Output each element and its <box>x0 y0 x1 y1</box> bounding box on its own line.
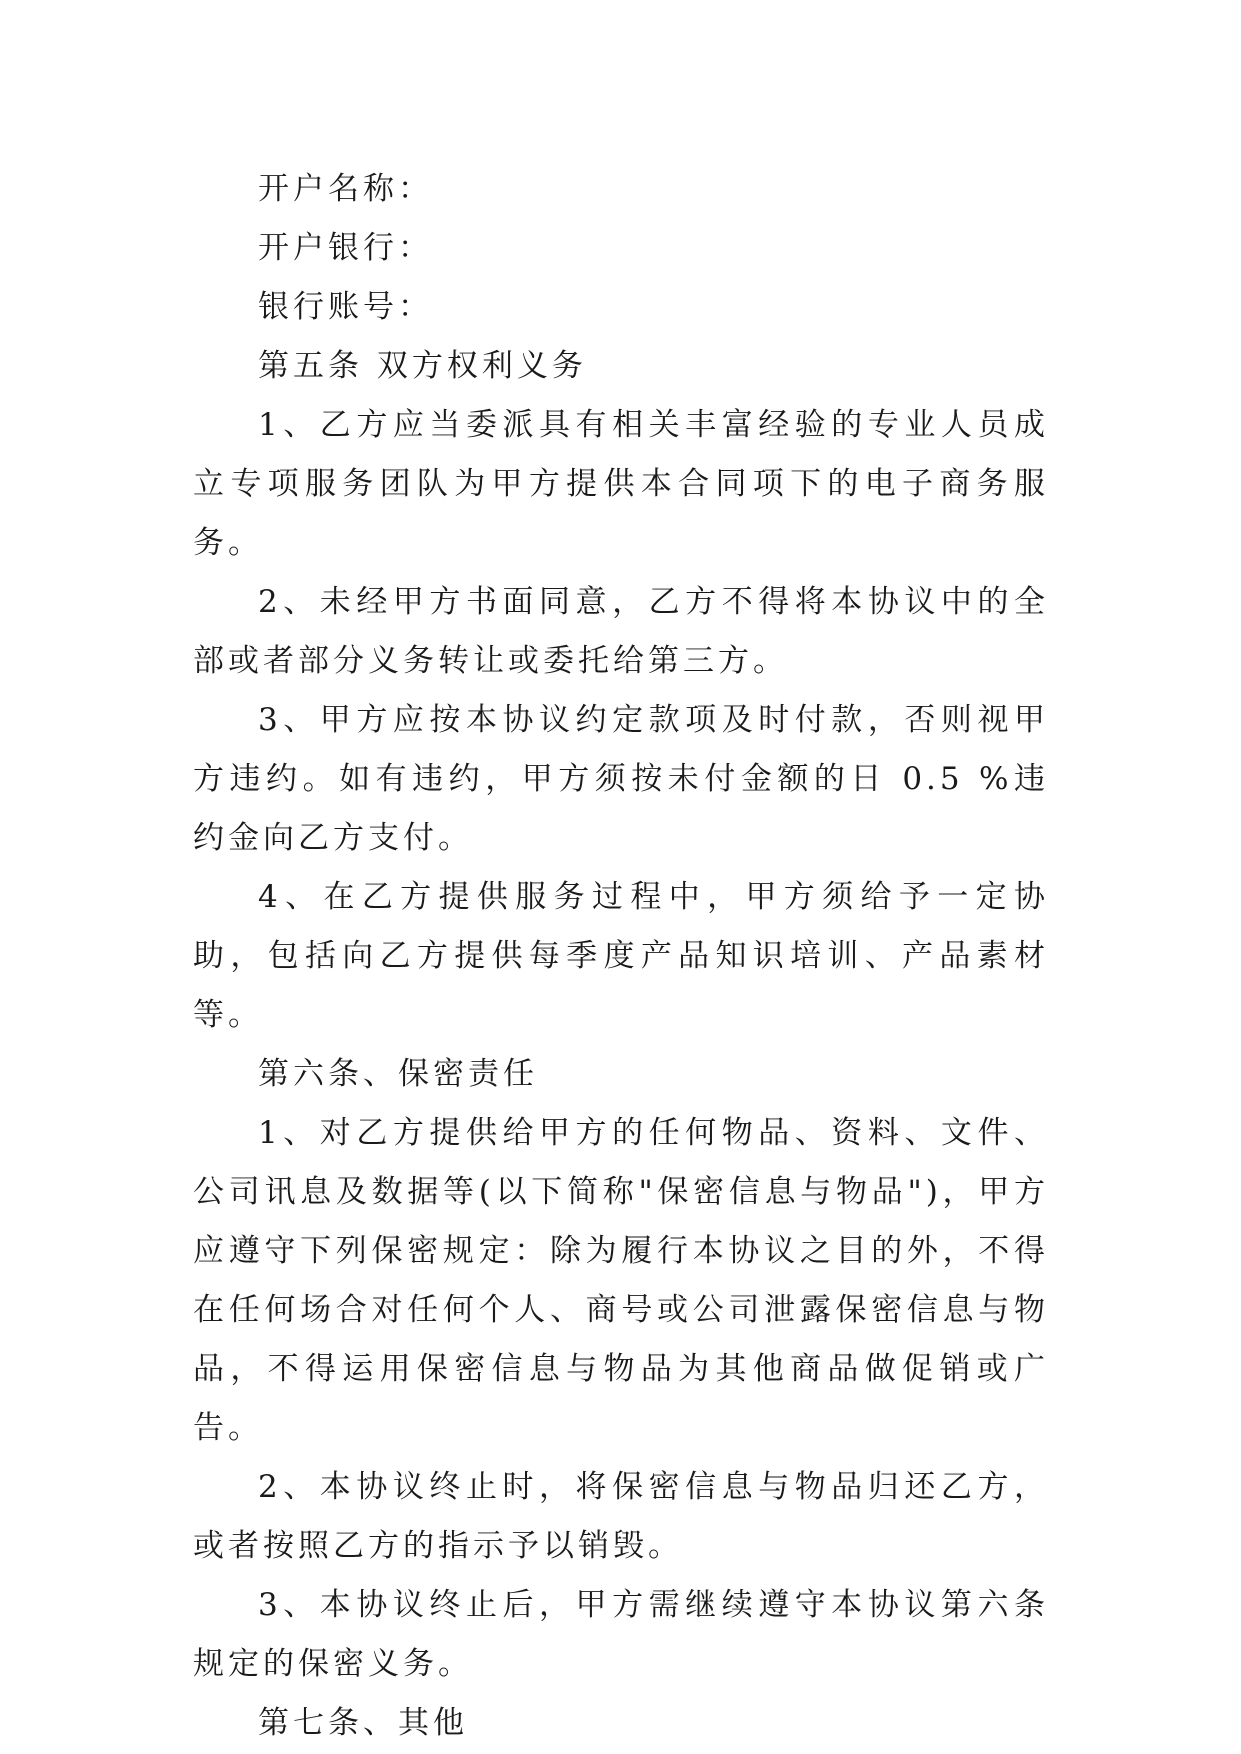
article-6-clause-1: 1、对乙方提供给甲方的任何物品、资料、文件、公司讯息及数据等(以下简称"保密信息与物品")，甲方应遵守下列保密规定：除为履行本协议之目的外，不得在任何场合对任何个人、商号或公司泄露保密信息与物品，不得运用保密信息与物品为其他商品做促销或广告。 <box>193 1115 1049 1446</box>
article-6-heading: 第六条、保密责任 <box>258 1056 538 1092</box>
document-body <box>193 160 1049 1753</box>
article-5-clause-1: 1、乙方应当委派具有相关丰富经验的专业人员成立专项服务团队为甲方提供本合同项下的电子商务服务。 <box>193 407 1049 561</box>
article-6-clause-2: 2、本协议终止时，将保密信息与物品归还乙方，或者按照乙方的指示予以销毁。 <box>193 1469 1049 1564</box>
article-6-clause-3: 3、本协议终止后，甲方需继续遵守本协议第六条规定的保密义务。 <box>193 1587 1049 1682</box>
article-5-heading: 第五条 双方权利义务 <box>258 348 587 384</box>
bank-account-line: 银行账号： <box>258 289 433 325</box>
account-bank-line: 开户银行： <box>258 230 433 266</box>
article-5-clause-2: 2、未经甲方书面同意，乙方不得将本协议中的全部或者部分义务转让或委托给第三方。 <box>193 584 1049 679</box>
account-name-line: 开户名称： <box>258 171 433 207</box>
article-7-heading: 第七条、其他 <box>258 1705 468 1741</box>
article-5-clause-3: 3、甲方应按本协议约定款项及时付款，否则视甲方违约。如有违约，甲方须按未付金额的日 0.5 %违约金向乙方支付。 <box>193 702 1049 856</box>
article-5-clause-4: 4、在乙方提供服务过程中，甲方须给予一定协助，包括向乙方提供每季度产品知识培训、产品素材等。 <box>193 879 1049 1033</box>
